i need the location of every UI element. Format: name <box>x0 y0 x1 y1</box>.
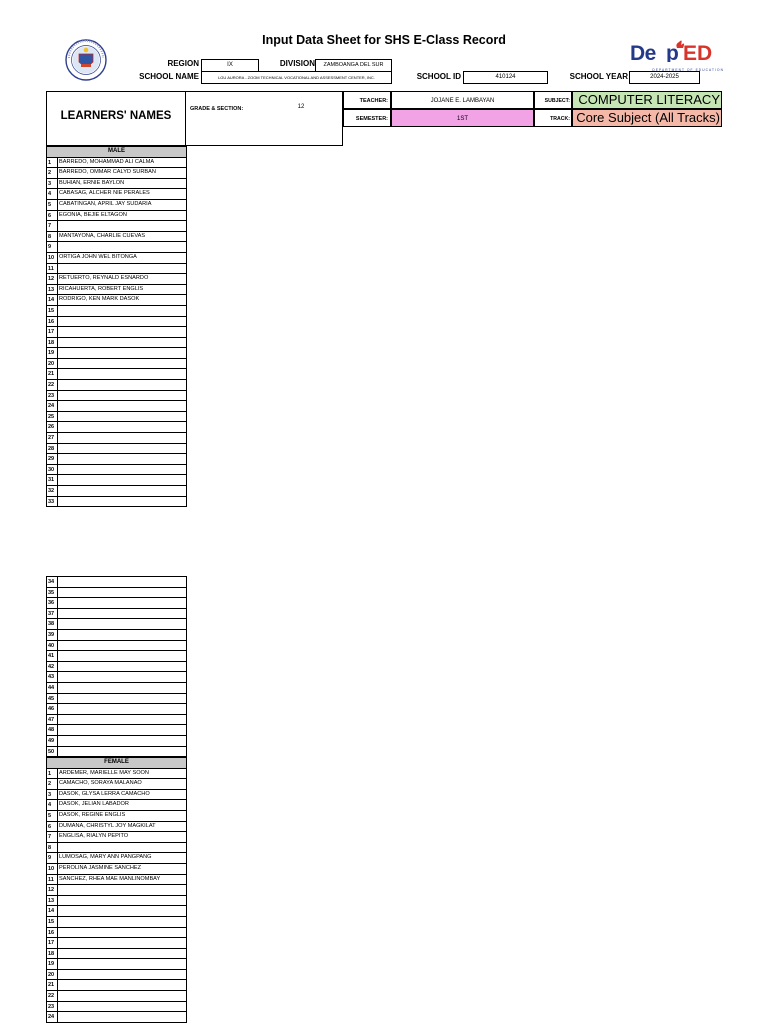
learner-name-cell[interactable] <box>58 725 187 735</box>
learner-row <box>46 368 187 379</box>
school-id-field[interactable]: 410124 <box>463 71 548 84</box>
svg-text:p: p <box>666 42 679 62</box>
row-number: 15 <box>46 917 58 927</box>
row-number: 4 <box>46 189 58 199</box>
row-number: 18 <box>46 338 58 348</box>
learner-row <box>46 220 187 231</box>
region-label: REGION <box>167 59 199 68</box>
learner-row <box>46 305 187 316</box>
row-number: 3 <box>46 179 58 189</box>
learner-name-cell[interactable]: MANTAYONA, CHARLIE CUEVAS <box>58 232 187 242</box>
learner-name-cell[interactable]: DUMANA, CHRISTYL JOY MAGKILAT <box>58 822 187 832</box>
teacher-field[interactable]: JOJANE E. LAMBAYAN <box>391 91 534 109</box>
track-field[interactable]: Core Subject (All Tracks) <box>572 109 722 127</box>
deped-seal-icon <box>60 38 112 82</box>
row-number: 9 <box>46 853 58 863</box>
learner-row <box>46 400 187 411</box>
learner-name-cell[interactable]: BARREDO, MOHAMMAD ALI CALMA <box>58 158 187 168</box>
svg-text:ED: ED <box>683 42 713 62</box>
row-number: 29 <box>46 454 58 464</box>
deped-logo-subtitle: DEPARTMENT OF EDUCATION <box>652 68 724 72</box>
learner-name-cell[interactable] <box>58 1012 187 1022</box>
row-number: 19 <box>46 959 58 969</box>
learner-name-cell[interactable]: CABASAG, ALCHER NIE PERALES <box>58 189 187 199</box>
learner-name-cell[interactable]: EGONIA, BEJIE ELTAGON <box>58 211 187 221</box>
row-number: 19 <box>46 348 58 358</box>
row-number: 47 <box>46 715 58 725</box>
row-number: 24 <box>46 401 58 411</box>
learner-name-cell[interactable]: ORTIGA JOHN WEL BITONGA <box>58 253 187 263</box>
learner-name-cell[interactable] <box>58 465 187 475</box>
row-number: 12 <box>46 885 58 895</box>
learner-name-cell[interactable] <box>58 306 187 316</box>
learner-row <box>46 874 187 885</box>
learner-name-cell[interactable] <box>58 422 187 432</box>
learner-name-cell[interactable] <box>58 369 187 379</box>
learner-row <box>46 231 187 242</box>
learner-name-cell[interactable] <box>58 577 187 587</box>
learner-name-cell[interactable] <box>58 896 187 906</box>
row-number: 23 <box>46 391 58 401</box>
division-field[interactable]: ZAMBOANGA DEL SUR <box>315 59 392 72</box>
learner-row <box>46 661 187 672</box>
row-number: 18 <box>46 949 58 959</box>
learner-name-cell[interactable] <box>58 747 187 757</box>
learner-name-cell[interactable] <box>58 338 187 348</box>
learner-row <box>46 390 187 401</box>
learner-row <box>46 188 187 199</box>
school-id-label: SCHOOL ID <box>416 72 461 81</box>
row-number: 36 <box>46 598 58 608</box>
row-number: 21 <box>46 369 58 379</box>
learner-row <box>46 294 187 305</box>
learner-name-cell[interactable] <box>58 694 187 704</box>
learner-row <box>46 979 187 990</box>
learner-name-cell[interactable] <box>58 843 187 853</box>
row-number: 28 <box>46 444 58 454</box>
row-number: 14 <box>46 906 58 916</box>
learner-row <box>46 821 187 832</box>
row-number: 23 <box>46 1002 58 1012</box>
learner-row <box>46 337 187 348</box>
learner-name-cell[interactable] <box>58 444 187 454</box>
learner-row <box>46 618 187 629</box>
row-number: 24 <box>46 1012 58 1022</box>
region-field[interactable]: IX <box>201 59 259 72</box>
row-number: 11 <box>46 875 58 885</box>
learner-name-cell[interactable] <box>58 401 187 411</box>
row-number: 43 <box>46 672 58 682</box>
learner-row <box>46 703 187 714</box>
row-number: 20 <box>46 359 58 369</box>
learner-name-cell[interactable] <box>58 641 187 651</box>
learner-row <box>46 1001 187 1012</box>
row-number: 8 <box>46 843 58 853</box>
learner-row <box>46 640 187 651</box>
learners-names-title: LEARNERS' NAMES <box>60 110 172 122</box>
page-title: Input Data Sheet for SHS E-Class Record <box>262 33 506 47</box>
learner-name-cell[interactable] <box>58 938 187 948</box>
learner-name-cell[interactable]: RICAHUERTA, ROBERT ENGLIS <box>58 285 187 295</box>
row-number: 5 <box>46 200 58 210</box>
learner-name-cell[interactable] <box>58 380 187 390</box>
row-number: 33 <box>46 497 58 507</box>
learner-name-cell[interactable]: BARREDO, OMMAR CALYD SURBAN <box>58 168 187 178</box>
learner-name-cell[interactable] <box>58 928 187 938</box>
learner-row <box>46 958 187 969</box>
learner-row <box>46 905 187 916</box>
learner-name-cell[interactable] <box>58 991 187 1001</box>
row-number: 7 <box>46 832 58 842</box>
row-number: 3 <box>46 790 58 800</box>
svg-text:De: De <box>630 42 656 62</box>
deped-logo-icon <box>628 38 724 62</box>
learner-row <box>46 650 187 661</box>
row-number: 11 <box>46 264 58 274</box>
learner-name-cell[interactable]: PEROLINA JASMINE SANCHEZ <box>58 864 187 874</box>
learner-name-cell[interactable]: ENGLISA, RIALYN PEPITO <box>58 832 187 842</box>
learner-name-cell[interactable]: SANCHEZ, RHEA MAE MANLINOMBAY <box>58 875 187 885</box>
learner-name-cell[interactable]: ARDEMER, MARIELLE MAY SOON <box>58 769 187 779</box>
row-number: 50 <box>46 747 58 757</box>
learner-row <box>46 810 187 821</box>
learner-name-cell[interactable] <box>58 609 187 619</box>
learner-name-cell[interactable] <box>58 327 187 337</box>
learner-row <box>46 358 187 369</box>
row-number: 40 <box>46 641 58 651</box>
learner-row <box>46 884 187 895</box>
school-name-field[interactable]: LGU AURORA - ZOOM TECHNICAL VOCATIONAL AND ASSESSMENT CENTER, INC. <box>201 71 392 84</box>
learner-row <box>46 990 187 1001</box>
learner-row <box>46 724 187 735</box>
learner-row <box>46 682 187 693</box>
division-label: DIVISION <box>279 59 315 68</box>
row-number: 7 <box>46 221 58 231</box>
learner-name-cell[interactable] <box>58 412 187 422</box>
learner-row <box>46 178 187 189</box>
learner-row <box>46 1011 187 1023</box>
learner-row <box>46 347 187 358</box>
learner-row <box>46 789 187 800</box>
row-number: 10 <box>46 864 58 874</box>
learner-name-cell[interactable] <box>58 454 187 464</box>
row-number: 5 <box>46 811 58 821</box>
teacher-label: TEACHER: <box>343 91 391 109</box>
learner-name-cell[interactable] <box>58 619 187 629</box>
male-learners-table <box>46 146 187 507</box>
learner-row <box>46 597 187 608</box>
row-number: 8 <box>46 232 58 242</box>
row-number: 25 <box>46 412 58 422</box>
learner-name-cell[interactable] <box>58 906 187 916</box>
row-number: 22 <box>46 380 58 390</box>
row-number: 46 <box>46 704 58 714</box>
row-number: 30 <box>46 465 58 475</box>
learner-name-cell[interactable] <box>58 736 187 746</box>
learner-name-cell[interactable]: DASOK, JELIAN LABADOR <box>58 800 187 810</box>
deped-logo <box>628 38 724 70</box>
row-number: 32 <box>46 486 58 496</box>
learner-row <box>46 746 187 758</box>
row-number: 17 <box>46 938 58 948</box>
learner-name-cell[interactable] <box>58 221 187 231</box>
learner-name-cell[interactable] <box>58 885 187 895</box>
learner-name-cell[interactable]: RODRIGO, KEN MARK DASOK <box>58 295 187 305</box>
row-number: 1 <box>46 769 58 779</box>
track-label: TRACK: <box>534 109 572 127</box>
learner-name-cell[interactable] <box>58 317 187 327</box>
learner-name-cell[interactable] <box>58 486 187 496</box>
learner-row <box>46 693 187 704</box>
row-number: 44 <box>46 683 58 693</box>
learner-name-cell[interactable] <box>58 588 187 598</box>
learner-name-cell[interactable] <box>58 348 187 358</box>
row-number: 37 <box>46 609 58 619</box>
school-year-label: SCHOOL YEAR <box>569 72 628 81</box>
row-number: 2 <box>46 779 58 789</box>
learner-row <box>46 496 187 508</box>
learner-row <box>46 799 187 810</box>
row-number: 22 <box>46 991 58 1001</box>
learner-row <box>46 587 187 598</box>
learner-row <box>46 714 187 725</box>
learner-row <box>46 474 187 485</box>
learner-name-cell[interactable] <box>58 980 187 990</box>
row-number: 6 <box>46 211 58 221</box>
learner-row <box>46 608 187 619</box>
row-number: 14 <box>46 295 58 305</box>
row-number: 9 <box>46 242 58 252</box>
learner-row <box>46 252 187 263</box>
learner-row <box>46 576 187 587</box>
learner-row <box>46 937 187 948</box>
row-number: 49 <box>46 736 58 746</box>
row-number: 42 <box>46 662 58 672</box>
learner-name-cell[interactable]: BUHIAN, ERNIE BAYLON <box>58 179 187 189</box>
row-number: 10 <box>46 253 58 263</box>
learner-name-cell[interactable] <box>58 662 187 672</box>
learner-row <box>46 316 187 327</box>
learner-name-cell[interactable] <box>58 598 187 608</box>
learner-row <box>46 852 187 863</box>
grade-section-value[interactable]: 12 <box>297 104 305 110</box>
learner-name-cell[interactable] <box>58 391 187 401</box>
row-number: 41 <box>46 651 58 661</box>
learner-row <box>46 157 187 168</box>
semester-label: SEMESTER: <box>343 109 391 127</box>
learner-name-cell[interactable] <box>58 949 187 959</box>
row-number: 45 <box>46 694 58 704</box>
learner-row <box>46 443 187 454</box>
learner-name-cell[interactable]: CABATINGAN, APRIL JAY SUDARIA <box>58 200 187 210</box>
learner-row <box>46 273 187 284</box>
learner-row <box>46 421 187 432</box>
semester-field[interactable]: 1ST <box>391 109 534 127</box>
male-header: MALE <box>46 146 187 157</box>
female-header: FEMALE <box>46 757 187 768</box>
learner-name-cell[interactable]: CAMACHO, SORAYA MALANAO <box>58 779 187 789</box>
row-number: 38 <box>46 619 58 629</box>
row-number: 35 <box>46 588 58 598</box>
row-number: 27 <box>46 433 58 443</box>
learner-name-cell[interactable] <box>58 704 187 714</box>
row-number: 16 <box>46 317 58 327</box>
subject-field[interactable]: COMPUTER LITERACY <box>572 91 722 109</box>
learner-row <box>46 485 187 496</box>
learner-name-cell[interactable]: LUMOSAG, MARY ANN PANGPANG <box>58 853 187 863</box>
learner-name-cell[interactable] <box>58 433 187 443</box>
learner-row <box>46 671 187 682</box>
learner-name-cell[interactable] <box>58 683 187 693</box>
male-learners-table-continued <box>46 576 187 757</box>
row-number: 2 <box>46 168 58 178</box>
learner-name-cell[interactable] <box>58 917 187 927</box>
learner-row <box>46 768 187 779</box>
learner-name-cell[interactable] <box>58 497 187 507</box>
row-number: 21 <box>46 980 58 990</box>
school-name-label: SCHOOL NAME <box>139 72 199 81</box>
learner-row <box>46 263 187 274</box>
row-number: 15 <box>46 306 58 316</box>
row-number: 48 <box>46 725 58 735</box>
learner-name-cell[interactable] <box>58 1002 187 1012</box>
learner-name-cell[interactable] <box>58 959 187 969</box>
learner-name-cell[interactable] <box>58 475 187 485</box>
learner-row <box>46 735 187 746</box>
learner-name-cell[interactable]: DASOK, GLYSA LERRA CAMACHO <box>58 790 187 800</box>
row-number: 13 <box>46 896 58 906</box>
learner-row <box>46 778 187 789</box>
learner-row <box>46 284 187 295</box>
learner-row <box>46 199 187 210</box>
row-number: 16 <box>46 928 58 938</box>
learner-name-cell[interactable] <box>58 242 187 252</box>
row-number: 31 <box>46 475 58 485</box>
learner-row <box>46 464 187 475</box>
female-learners-table <box>46 757 187 1023</box>
row-number: 17 <box>46 327 58 337</box>
learner-name-cell[interactable] <box>58 715 187 725</box>
learner-row <box>46 842 187 853</box>
row-number: 12 <box>46 274 58 284</box>
learner-row <box>46 453 187 464</box>
learner-row <box>46 326 187 337</box>
row-number: 4 <box>46 800 58 810</box>
learner-row <box>46 831 187 842</box>
learner-row <box>46 629 187 640</box>
learner-row <box>46 432 187 443</box>
learner-name-cell[interactable] <box>58 672 187 682</box>
learner-name-cell[interactable] <box>58 264 187 274</box>
learner-row <box>46 241 187 252</box>
row-number: 34 <box>46 577 58 587</box>
learner-row <box>46 411 187 422</box>
learner-row <box>46 863 187 874</box>
school-year-field[interactable]: 2024-2025 <box>629 71 700 84</box>
learner-row <box>46 895 187 906</box>
row-number: 20 <box>46 970 58 980</box>
row-number: 6 <box>46 822 58 832</box>
row-number: 39 <box>46 630 58 640</box>
learner-row <box>46 927 187 938</box>
learner-row <box>46 379 187 390</box>
row-number: 13 <box>46 285 58 295</box>
row-number: 1 <box>46 158 58 168</box>
learner-row <box>46 916 187 927</box>
grade-section-label: GRADE & SECTION: <box>185 91 343 146</box>
learner-name-cell[interactable] <box>58 630 187 640</box>
subject-label: SUBJECT: <box>534 91 572 109</box>
learner-row <box>46 969 187 980</box>
learner-name-cell[interactable]: RETUERTO, REYNALD ESNARDO <box>58 274 187 284</box>
learner-name-cell[interactable] <box>58 970 187 980</box>
learner-name-cell[interactable] <box>58 651 187 661</box>
learner-name-cell[interactable]: DASOK, REGINE ENGLIS <box>58 811 187 821</box>
learner-name-cell[interactable] <box>58 359 187 369</box>
learner-row <box>46 167 187 178</box>
row-number: 26 <box>46 422 58 432</box>
learner-row <box>46 948 187 959</box>
learner-row <box>46 210 187 221</box>
